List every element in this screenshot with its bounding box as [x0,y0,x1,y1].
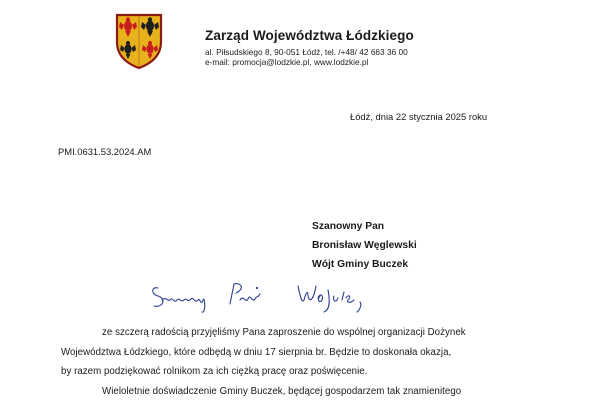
coat-of-arms-logo [114,12,164,70]
letter-date: Łódź, dnia 22 stycznia 2025 roku [350,111,488,122]
addressee-salutation: Szanowny Pan [312,221,385,232]
body-paragraph-line: Województwa Łódzkiego, które odbędą w dniu 17 sierpnia br. Będzie to doskonała okazja, [61,347,452,358]
body-paragraph-line: by razem podziękować rolnikom za ich ciężką pracę oraz poświęcenie. [61,366,368,377]
body-paragraph-line: ze szczerą radością przyjęliśmy Pana zaproszenie do wspólnej organizacji Dożynek [102,327,466,338]
organization-address: al. Piłsudskiego 8, 90-051 Łódź, tel. /+48/ 42 663 36 00 [205,47,408,57]
reference-number: PMI.0631.53.2024.AM [58,146,152,157]
addressee-name: Bronisław Węglewski [312,240,417,251]
addressee-title: Wójt Gminy Buczek [312,259,409,270]
handwritten-greeting-signature [148,278,378,318]
organization-name: Zarząd Województwa Łódzkiego [205,28,414,43]
body-paragraph-line: Wieloletnie doświadczenie Gminy Buczek, będącej gospodarzem tak znamienitego [102,386,462,397]
organization-contact: e-mail: promocja@lodzkie.pl, www.lodzkie.pl [205,57,369,67]
